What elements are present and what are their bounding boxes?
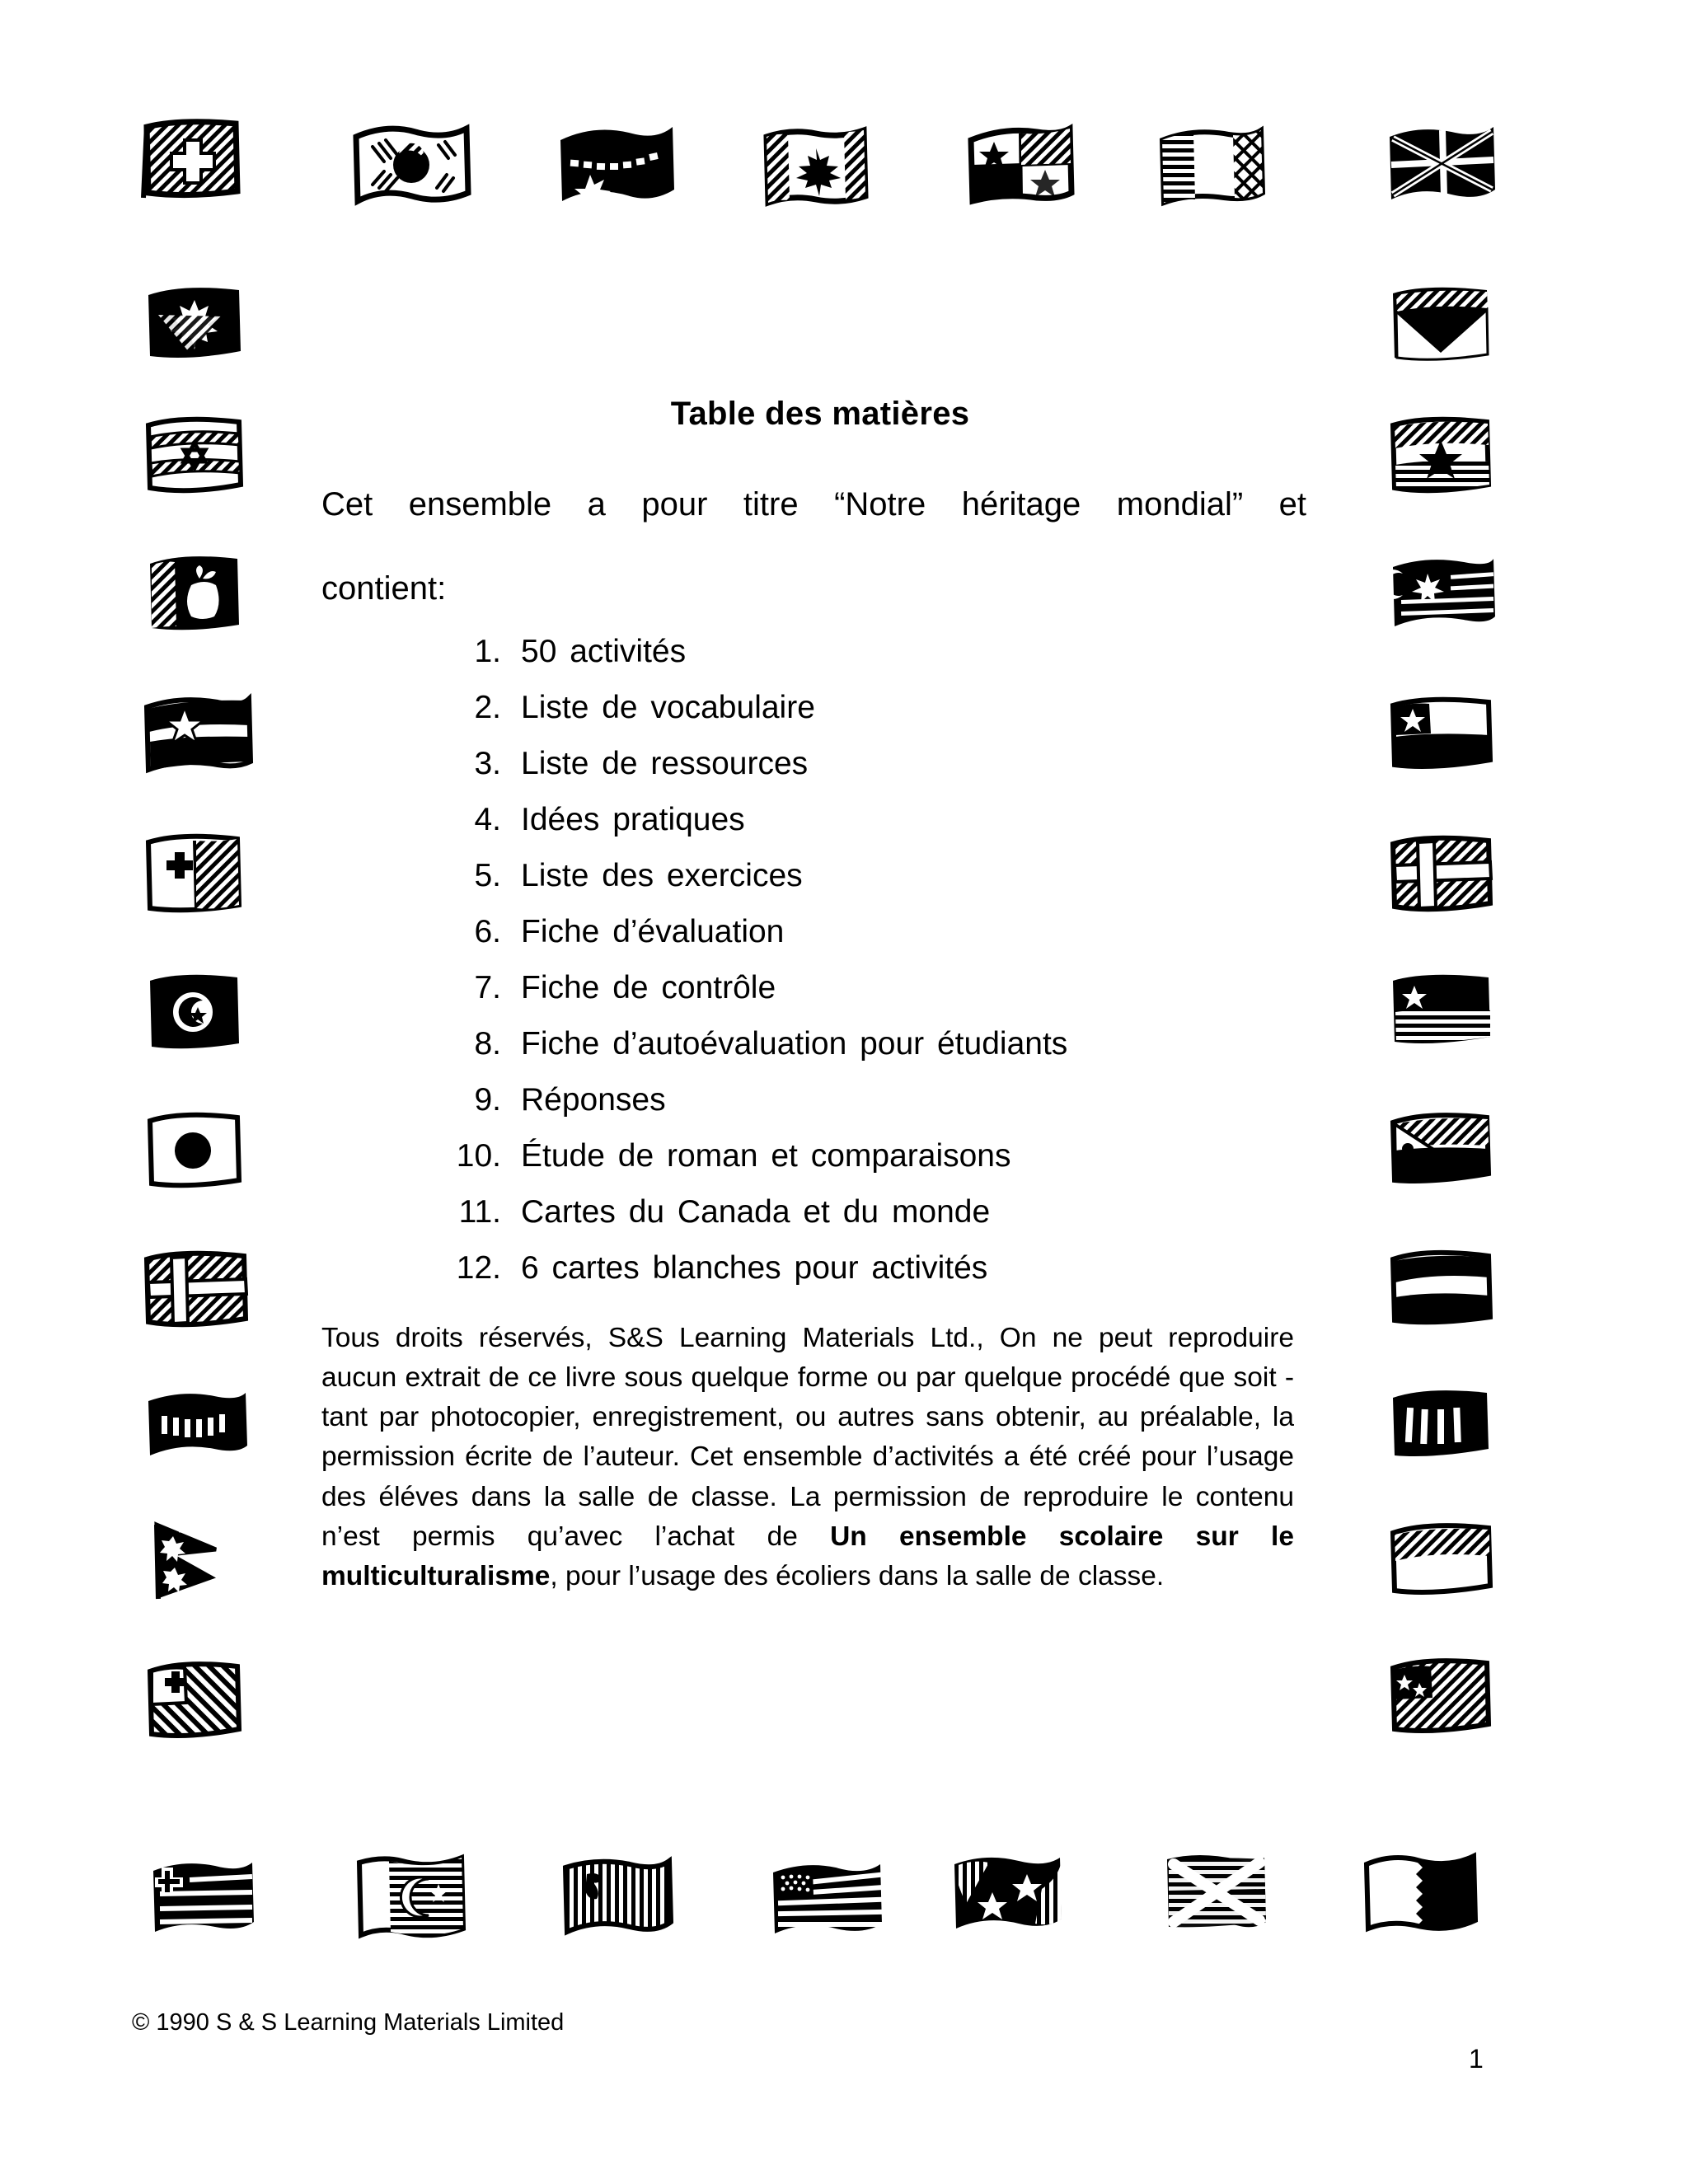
flag-tunisia-icon bbox=[140, 969, 249, 1055]
toc-item bbox=[321, 801, 1319, 837]
toc-item-label: Idées pratiques bbox=[521, 801, 745, 837]
toc-item-label: Réponses bbox=[521, 1081, 666, 1118]
toc-item-number: 8. bbox=[474, 1025, 501, 1062]
page-number: 1 bbox=[1469, 2044, 1484, 2074]
copyright-text-part2: , pour l’usage des écoliers dans la salle de classe. bbox=[550, 1560, 1165, 1591]
flag-switzerland-icon bbox=[138, 115, 247, 201]
toc-item-number: 1. bbox=[474, 633, 501, 669]
flag-israel-icon bbox=[140, 412, 249, 498]
page-title: Table des matières bbox=[670, 396, 970, 432]
copyright-notice bbox=[321, 1319, 1294, 1597]
flag-norway-icon bbox=[138, 1246, 254, 1332]
table-of-contents-list bbox=[321, 635, 1319, 1284]
toc-item-label: Fiche d’autoévaluation pour étudiants bbox=[521, 1025, 1068, 1062]
toc-item-number: 2. bbox=[474, 689, 501, 725]
toc-item-label: Liste de vocabulaire bbox=[521, 689, 815, 725]
flag-japan-icon bbox=[140, 1108, 249, 1193]
copyright-text-part1: Tous droits réservés, S&S Learning Materials Ltd., On ne peut reproduire aucun extrait de ce livre sous quelque forme ou par quelque procédé que soit - tant par photocopier, enregistrement, ou autres sans obtenir, au préalable, la permission écrite de l’auteur. Cet ensemble d’activités a été créé pour l’usage des éléves dans la salle de classe. La permission de reproduire le contenu n’est permis qu’avec l’achat de bbox=[321, 1322, 1294, 1552]
toc-item-number: 5. bbox=[474, 857, 501, 893]
flag-finland-icon bbox=[1385, 966, 1500, 1052]
toc-item bbox=[321, 1249, 1319, 1286]
flag-qatar-icon bbox=[1357, 1851, 1482, 1937]
toc-item bbox=[321, 691, 1319, 724]
toc-item-number: 12. bbox=[456, 1249, 501, 1286]
flag-malta-icon bbox=[140, 831, 249, 916]
toc-item bbox=[321, 1025, 1319, 1062]
copyright-product-title: Un ensemble scolaire sur le multiculturalisme bbox=[321, 1521, 1294, 1591]
toc-item-number: 9. bbox=[474, 1081, 501, 1118]
toc-item bbox=[321, 1137, 1319, 1174]
flag-striped-icon bbox=[140, 1383, 254, 1469]
main-content bbox=[321, 396, 1319, 1624]
flag-banded-icon bbox=[1385, 1383, 1498, 1469]
flag-tricolor-bars-icon bbox=[1385, 1244, 1500, 1330]
flag-canada-icon bbox=[758, 124, 874, 209]
flag-congo-icon bbox=[946, 1851, 1068, 1937]
flag-pakistan-icon bbox=[349, 1851, 470, 1947]
toc-item-label: 6 cartes blanches pour activités bbox=[521, 1249, 988, 1286]
flag-united-states-icon bbox=[765, 1858, 889, 1943]
toc-item bbox=[321, 857, 1319, 893]
toc-item-number: 7. bbox=[474, 969, 501, 1005]
toc-item bbox=[321, 969, 1319, 1005]
flag-nauru-icon bbox=[554, 122, 679, 208]
toc-item bbox=[321, 1193, 1319, 1230]
toc-item-number: 4. bbox=[474, 801, 501, 837]
flag-samoa-icon bbox=[1385, 1653, 1498, 1739]
flag-malaysia-icon bbox=[1385, 551, 1502, 636]
flag-hatched-icon bbox=[557, 1856, 678, 1942]
flag-united-kingdom-icon bbox=[1381, 120, 1502, 206]
toc-item-number: 3. bbox=[474, 745, 501, 781]
toc-item bbox=[321, 1081, 1319, 1118]
flag-tonga-icon bbox=[140, 1657, 249, 1742]
intro-line-2: contient: bbox=[321, 570, 447, 607]
footer-copyright-line: © 1990 S & S Learning Materials Limited bbox=[132, 2009, 565, 2036]
toc-item-number: 10. bbox=[456, 1137, 501, 1174]
toc-item-label: Liste de ressources bbox=[521, 745, 809, 781]
flag-somalia-icon bbox=[1385, 412, 1497, 498]
toc-item-label: Cartes du Canada et du monde bbox=[521, 1193, 991, 1230]
flag-philippines-icon bbox=[1385, 1106, 1500, 1192]
toc-item-number: 6. bbox=[474, 913, 501, 949]
toc-item bbox=[321, 635, 1319, 668]
flag-tricolor-icon bbox=[1154, 124, 1269, 209]
flag-saltire-icon bbox=[1157, 1849, 1273, 1935]
flag-antigua-icon bbox=[1385, 282, 1497, 368]
toc-item bbox=[321, 913, 1319, 949]
flag-denmark-icon bbox=[1385, 831, 1500, 916]
flag-lesotho-icon bbox=[140, 551, 249, 636]
flag-star-stripe-icon bbox=[138, 691, 257, 776]
toc-item-label: Fiche de contrôle bbox=[521, 969, 776, 1005]
intro-line-1: Cet ensemble a pour titre “Notre héritage mondial” et bbox=[321, 486, 1306, 523]
toc-item-label: Liste des exercices bbox=[521, 857, 803, 893]
flag-chile-icon bbox=[1385, 691, 1500, 776]
flag-nepal-icon bbox=[140, 1516, 249, 1602]
toc-item-number: 11. bbox=[458, 1193, 501, 1230]
toc-item-label: 50 activités bbox=[521, 633, 687, 669]
flag-indonesia-icon bbox=[1385, 1516, 1500, 1602]
toc-item-label: Étude de roman et comparaisons bbox=[521, 1137, 1011, 1174]
toc-item bbox=[321, 745, 1319, 781]
toc-item-label: Fiche d’évaluation bbox=[521, 913, 785, 949]
flag-south-korea-icon bbox=[349, 122, 473, 208]
flag-panama-icon bbox=[963, 122, 1078, 208]
intro-paragraph bbox=[321, 484, 1306, 611]
flag-canada-icon bbox=[140, 280, 249, 366]
flag-greece-icon bbox=[145, 1854, 260, 1940]
